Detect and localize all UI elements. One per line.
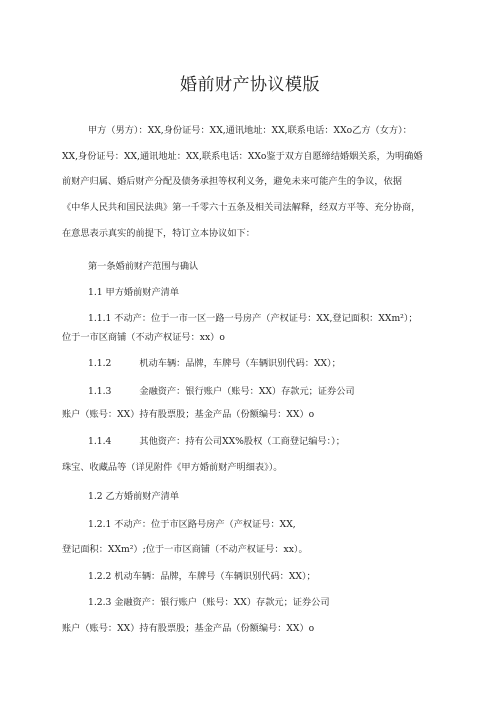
item-1-1-3 xyxy=(88,386,460,398)
item-1-2-2: 1.2.2 机动车辆：品牌，车牌号（车辆识别代码：XX）； xyxy=(88,571,316,582)
intro-line-5: 在意思表示真实的前提下，特订立本协议如下： xyxy=(62,228,255,239)
section-1-2-heading: 1.2 乙方婚前财产清单 xyxy=(88,491,180,502)
item-1-1-3-number: 1.1.3 xyxy=(88,386,112,397)
item-1-1-1: 1.1.1 不动产：位于一市一区一路一号房产（产权证号：XX,登记面积：XXm²）； xyxy=(88,313,418,324)
item-1-1-3-text: 金融资产：银行账户（账号：XX）存款元；证券公司 xyxy=(139,386,355,397)
item-1-1-4 xyxy=(88,436,460,448)
document-title: 婚前财产协议模版 xyxy=(180,75,320,95)
item-1-2-1: 1.2.1 不动产：位于市区路号房产（产权证号：XX, xyxy=(88,519,296,530)
item-1-1-4-text: 其他资产：持有公司XX%股权（工商登记编号：）； xyxy=(139,436,345,447)
article-1-heading: 第一条婚前财产范围与确认 xyxy=(88,261,199,272)
intro-line-3: 前财产归属、婚后财产分配及债务承担等权利义务，避免未来可能产生的争议，依据 xyxy=(62,176,402,187)
intro-line-4: 《中华人民共和国民法典》第一千零六十五条及相关司法解释，经双方平等、充分协商， xyxy=(62,202,421,213)
item-1-1-2 xyxy=(88,358,460,370)
item-1-1-4-cont: 珠宝、收藏品等（详见附件《甲方婚前财产明细表》）。 xyxy=(62,462,283,473)
intro-line-1: 甲方（男方）：XX,身份证号：XX,通讯地址：XX,联系电话：XXo乙方（女方）： xyxy=(88,125,412,136)
item-1-1-4-number: 1.1.4 xyxy=(88,436,112,447)
item-1-2-3: 1.2.3 金融资产：银行账户（账号：XX）存款元；证券公司 xyxy=(88,597,330,608)
item-1-2-1-cont: 登记面积：XXm²）;位于一市区商铺（不动产权证号：xx）。 xyxy=(62,544,308,555)
intro-line-2: XX,身份证号：XX,通讯地址：XX,联系电话：XXo鉴于双方自愿缔结婚姻关系，为明确婚 xyxy=(62,151,423,162)
item-1-1-3-cont: 账户（账号：XX）持有股票股；基金产品（份额编号：XX）o xyxy=(62,409,315,420)
item-1-1-2-text: 机动车辆：品牌，车牌号（车辆识别代码：XX）； xyxy=(139,358,341,369)
item-1-1-2-number: 1.1.2 xyxy=(88,358,112,369)
section-1-1-heading: 1.1 甲方婚前财产清单 xyxy=(88,287,180,298)
item-1-1-1-cont: 位于一市区商铺（不动产权证号：xx）o xyxy=(62,332,225,343)
item-1-2-3-cont: 账户（账号：XX）持有股票股；基金产品（份额编号：XX）o xyxy=(62,623,315,634)
